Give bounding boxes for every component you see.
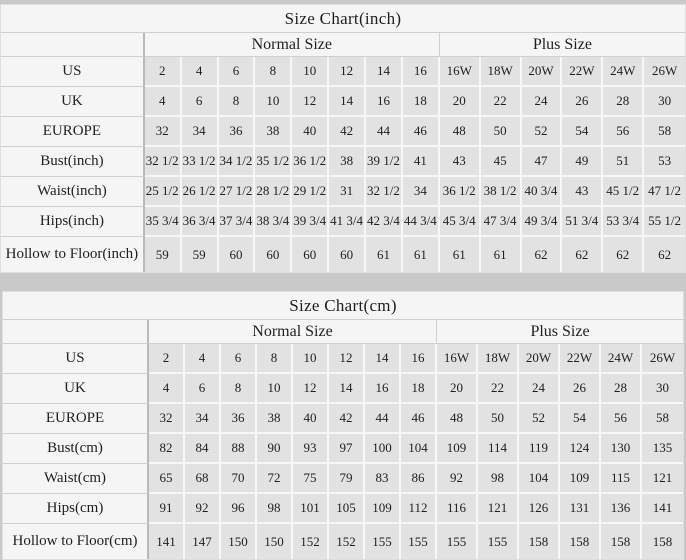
size-value-cell: 59 (145, 237, 182, 272)
size-chart-row (1, 237, 685, 272)
size-value-cell: 29 1/2 (292, 177, 329, 207)
size-value-cell: 43 (440, 147, 481, 177)
size-value-cell: 35 1/2 (255, 147, 292, 177)
row-label: Bust(cm) (3, 434, 149, 464)
size-value-cell: 32 1/2 (145, 147, 182, 177)
size-value-cell: 20W (519, 344, 560, 374)
group-header-spacer (3, 320, 149, 344)
size-value-cell: 40 (292, 117, 329, 147)
size-value-cell: 105 (329, 494, 365, 524)
size-value-cell: 39 1/2 (366, 147, 403, 177)
size-chart-row (3, 344, 683, 374)
plus-size-header: Plus Size (440, 33, 685, 57)
size-value-cell: 42 3/4 (366, 207, 403, 237)
size-value-cell: 65 (149, 464, 185, 494)
size-value-cell: 124 (560, 434, 601, 464)
size-value-cell: 152 (293, 524, 329, 559)
size-value-cell: 61 (481, 237, 522, 272)
size-value-cell: 16W (437, 344, 478, 374)
size-value-cell: 51 3/4 (562, 207, 603, 237)
size-value-cell: 41 3/4 (329, 207, 366, 237)
size-value-cell: 109 (437, 434, 478, 464)
size-value-cell: 4 (145, 87, 182, 117)
table-title-inch: Size Chart(inch) (1, 5, 685, 33)
size-value-cell: 25 1/2 (145, 177, 182, 207)
size-value-cell: 84 (185, 434, 221, 464)
size-value-cell: 45 3/4 (440, 207, 481, 237)
size-value-cell: 135 (642, 434, 683, 464)
size-chart-row (3, 494, 683, 524)
size-value-cell: 18 (401, 374, 437, 404)
size-value-cell: 16 (403, 57, 440, 87)
size-value-cell: 49 (562, 147, 603, 177)
size-value-cell: 8 (257, 344, 293, 374)
size-value-cell: 60 (219, 237, 256, 272)
size-value-cell: 22W (560, 344, 601, 374)
size-value-cell: 18W (481, 57, 522, 87)
size-value-cell: 52 (519, 404, 560, 434)
row-label: EUROPE (1, 117, 145, 147)
size-value-cell: 54 (562, 117, 603, 147)
size-value-cell: 36 3/4 (182, 207, 219, 237)
group-header-spacer (1, 33, 145, 57)
size-value-cell: 24 (522, 87, 563, 117)
size-value-cell: 14 (329, 87, 366, 117)
size-value-cell: 150 (221, 524, 257, 559)
size-value-cell: 72 (257, 464, 293, 494)
size-value-cell: 91 (149, 494, 185, 524)
size-value-cell: 96 (221, 494, 257, 524)
normal-size-header: Normal Size (145, 33, 440, 57)
size-chart-row (3, 374, 683, 404)
size-value-cell: 12 (293, 374, 329, 404)
size-value-cell: 44 (366, 117, 403, 147)
size-chart-row (3, 524, 683, 559)
row-label: Waist(cm) (3, 464, 149, 494)
size-chart-row (1, 57, 685, 87)
size-value-cell: 47 3/4 (481, 207, 522, 237)
size-value-cell: 62 (603, 237, 644, 272)
size-value-cell: 48 (440, 117, 481, 147)
size-value-cell: 24W (603, 57, 644, 87)
size-value-cell: 46 (401, 404, 437, 434)
size-value-cell: 32 1/2 (366, 177, 403, 207)
size-value-cell: 60 (292, 237, 329, 272)
size-value-cell: 115 (601, 464, 642, 494)
size-chart-row (1, 87, 685, 117)
size-value-cell: 155 (365, 524, 401, 559)
size-value-cell: 44 (365, 404, 401, 434)
size-value-cell: 12 (329, 344, 365, 374)
size-value-cell: 10 (292, 57, 329, 87)
size-value-cell: 82 (149, 434, 185, 464)
row-label: Hollow to Floor(inch) (1, 237, 145, 272)
size-chart-row (3, 464, 683, 494)
row-label: Hollow to Floor(cm) (3, 524, 149, 559)
size-value-cell: 83 (365, 464, 401, 494)
size-value-cell: 141 (149, 524, 185, 559)
size-value-cell: 42 (329, 117, 366, 147)
size-value-cell: 109 (365, 494, 401, 524)
size-value-cell: 47 (522, 147, 563, 177)
size-value-cell: 34 1/2 (219, 147, 256, 177)
size-value-cell: 16 (401, 344, 437, 374)
size-value-cell: 158 (642, 524, 683, 559)
size-value-cell: 2 (145, 57, 182, 87)
row-label: EUROPE (3, 404, 149, 434)
plus-size-header: Plus Size (437, 320, 683, 344)
size-value-cell: 39 3/4 (292, 207, 329, 237)
size-value-cell: 109 (560, 464, 601, 494)
size-value-cell: 26 (562, 87, 603, 117)
size-value-cell: 30 (644, 87, 685, 117)
size-value-cell: 150 (257, 524, 293, 559)
size-value-cell: 112 (401, 494, 437, 524)
size-chart-row (3, 404, 683, 434)
size-value-cell: 44 3/4 (403, 207, 440, 237)
size-value-cell: 62 (522, 237, 563, 272)
size-value-cell: 98 (257, 494, 293, 524)
size-value-cell: 40 (293, 404, 329, 434)
size-value-cell: 131 (560, 494, 601, 524)
size-chart-inch-table (0, 4, 686, 273)
size-value-cell: 46 (403, 117, 440, 147)
size-value-cell: 28 (601, 374, 642, 404)
size-value-cell: 121 (642, 464, 683, 494)
size-value-cell: 18W (478, 344, 519, 374)
size-value-cell: 101 (293, 494, 329, 524)
size-value-cell: 28 1/2 (255, 177, 292, 207)
size-value-cell: 8 (221, 374, 257, 404)
size-value-cell: 126 (519, 494, 560, 524)
size-chart-row (3, 434, 683, 464)
size-value-cell: 97 (329, 434, 365, 464)
normal-size-header: Normal Size (149, 320, 437, 344)
size-value-cell: 6 (219, 57, 256, 87)
size-value-cell: 158 (519, 524, 560, 559)
size-value-cell: 35 3/4 (145, 207, 182, 237)
size-value-cell: 26 (560, 374, 601, 404)
size-value-cell: 14 (366, 57, 403, 87)
row-label: US (1, 57, 145, 87)
size-value-cell: 8 (219, 87, 256, 117)
size-value-cell: 4 (149, 374, 185, 404)
row-label: Waist(inch) (1, 177, 145, 207)
size-value-cell: 61 (366, 237, 403, 272)
size-value-cell: 92 (437, 464, 478, 494)
size-value-cell: 51 (603, 147, 644, 177)
size-value-cell: 52 (522, 117, 563, 147)
size-value-cell: 36 1/2 (292, 147, 329, 177)
size-value-cell: 114 (478, 434, 519, 464)
size-value-cell: 54 (560, 404, 601, 434)
size-value-cell: 92 (185, 494, 221, 524)
size-value-cell: 152 (329, 524, 365, 559)
size-value-cell: 36 1/2 (440, 177, 481, 207)
size-value-cell: 61 (403, 237, 440, 272)
size-value-cell: 48 (437, 404, 478, 434)
size-value-cell: 58 (642, 404, 683, 434)
size-value-cell: 53 (644, 147, 685, 177)
size-value-cell: 26W (642, 344, 683, 374)
size-value-cell: 155 (401, 524, 437, 559)
size-value-cell: 14 (329, 374, 365, 404)
size-value-cell: 16W (440, 57, 481, 87)
size-value-cell: 60 (329, 237, 366, 272)
row-label: Hips(inch) (1, 207, 145, 237)
size-value-cell: 147 (185, 524, 221, 559)
size-value-cell: 68 (185, 464, 221, 494)
size-value-cell: 93 (293, 434, 329, 464)
size-value-cell: 104 (519, 464, 560, 494)
row-label: Bust(inch) (1, 147, 145, 177)
size-value-cell: 53 3/4 (603, 207, 644, 237)
size-value-cell: 22 (481, 87, 522, 117)
size-value-cell: 158 (560, 524, 601, 559)
size-value-cell: 33 1/2 (182, 147, 219, 177)
size-value-cell: 130 (601, 434, 642, 464)
title-row (3, 292, 683, 320)
size-chart-row (1, 207, 685, 237)
size-value-cell: 37 3/4 (219, 207, 256, 237)
size-value-cell: 86 (401, 464, 437, 494)
table-title-cm: Size Chart(cm) (3, 292, 683, 320)
size-value-cell: 62 (644, 237, 685, 272)
row-label: Hips(cm) (3, 494, 149, 524)
size-value-cell: 12 (292, 87, 329, 117)
size-value-cell: 22 (478, 374, 519, 404)
size-value-cell: 43 (562, 177, 603, 207)
size-value-cell: 20W (522, 57, 563, 87)
size-value-cell: 12 (329, 57, 366, 87)
size-value-cell: 119 (519, 434, 560, 464)
size-value-cell: 6 (221, 344, 257, 374)
size-value-cell: 22W (562, 57, 603, 87)
size-value-cell: 26W (644, 57, 685, 87)
size-value-cell: 100 (365, 434, 401, 464)
row-label: UK (1, 87, 145, 117)
group-header-row (1, 33, 685, 57)
size-chart-cm-table (2, 291, 684, 560)
size-chart-row (1, 177, 685, 207)
size-value-cell: 70 (221, 464, 257, 494)
size-value-cell: 14 (365, 344, 401, 374)
size-value-cell: 6 (185, 374, 221, 404)
size-value-cell: 59 (182, 237, 219, 272)
size-value-cell: 116 (437, 494, 478, 524)
size-value-cell: 38 3/4 (255, 207, 292, 237)
size-value-cell: 141 (642, 494, 683, 524)
size-value-cell: 10 (255, 87, 292, 117)
size-value-cell: 38 (257, 404, 293, 434)
size-value-cell: 88 (221, 434, 257, 464)
size-value-cell: 47 1/2 (644, 177, 685, 207)
size-value-cell: 45 1/2 (603, 177, 644, 207)
size-value-cell: 58 (644, 117, 685, 147)
size-value-cell: 24W (601, 344, 642, 374)
size-value-cell: 27 1/2 (219, 177, 256, 207)
size-value-cell: 45 (481, 147, 522, 177)
size-value-cell: 8 (255, 57, 292, 87)
size-value-cell: 62 (562, 237, 603, 272)
size-value-cell: 16 (366, 87, 403, 117)
row-label: US (3, 344, 149, 374)
title-row (1, 5, 685, 33)
size-value-cell: 31 (329, 177, 366, 207)
size-value-cell: 24 (519, 374, 560, 404)
size-value-cell: 30 (642, 374, 683, 404)
size-value-cell: 38 (329, 147, 366, 177)
size-value-cell: 34 (182, 117, 219, 147)
size-value-cell: 36 (219, 117, 256, 147)
size-value-cell: 56 (603, 117, 644, 147)
size-chart-row (1, 117, 685, 147)
size-value-cell: 42 (329, 404, 365, 434)
row-label: UK (3, 374, 149, 404)
size-value-cell: 104 (401, 434, 437, 464)
size-value-cell: 38 1/2 (481, 177, 522, 207)
size-value-cell: 75 (293, 464, 329, 494)
size-value-cell: 4 (182, 57, 219, 87)
size-value-cell: 155 (437, 524, 478, 559)
size-value-cell: 10 (257, 374, 293, 404)
size-value-cell: 6 (182, 87, 219, 117)
size-value-cell: 121 (478, 494, 519, 524)
size-value-cell: 50 (481, 117, 522, 147)
size-value-cell: 26 1/2 (182, 177, 219, 207)
size-value-cell: 20 (440, 87, 481, 117)
size-value-cell: 155 (478, 524, 519, 559)
size-value-cell: 10 (293, 344, 329, 374)
size-value-cell: 49 3/4 (522, 207, 563, 237)
size-value-cell: 38 (255, 117, 292, 147)
size-value-cell: 16 (365, 374, 401, 404)
size-value-cell: 79 (329, 464, 365, 494)
size-value-cell: 32 (145, 117, 182, 147)
size-value-cell: 60 (255, 237, 292, 272)
size-value-cell: 98 (478, 464, 519, 494)
size-value-cell: 36 (221, 404, 257, 434)
size-value-cell: 158 (601, 524, 642, 559)
group-header-row (3, 320, 683, 344)
size-value-cell: 2 (149, 344, 185, 374)
size-value-cell: 18 (403, 87, 440, 117)
size-value-cell: 61 (440, 237, 481, 272)
size-value-cell: 90 (257, 434, 293, 464)
size-value-cell: 28 (603, 87, 644, 117)
size-value-cell: 4 (185, 344, 221, 374)
size-value-cell: 40 3/4 (522, 177, 563, 207)
size-value-cell: 41 (403, 147, 440, 177)
size-chart-row (1, 147, 685, 177)
size-value-cell: 50 (478, 404, 519, 434)
size-value-cell: 32 (149, 404, 185, 434)
size-value-cell: 20 (437, 374, 478, 404)
size-value-cell: 34 (403, 177, 440, 207)
size-value-cell: 34 (185, 404, 221, 434)
size-value-cell: 136 (601, 494, 642, 524)
size-value-cell: 56 (601, 404, 642, 434)
size-value-cell: 55 1/2 (644, 207, 685, 237)
